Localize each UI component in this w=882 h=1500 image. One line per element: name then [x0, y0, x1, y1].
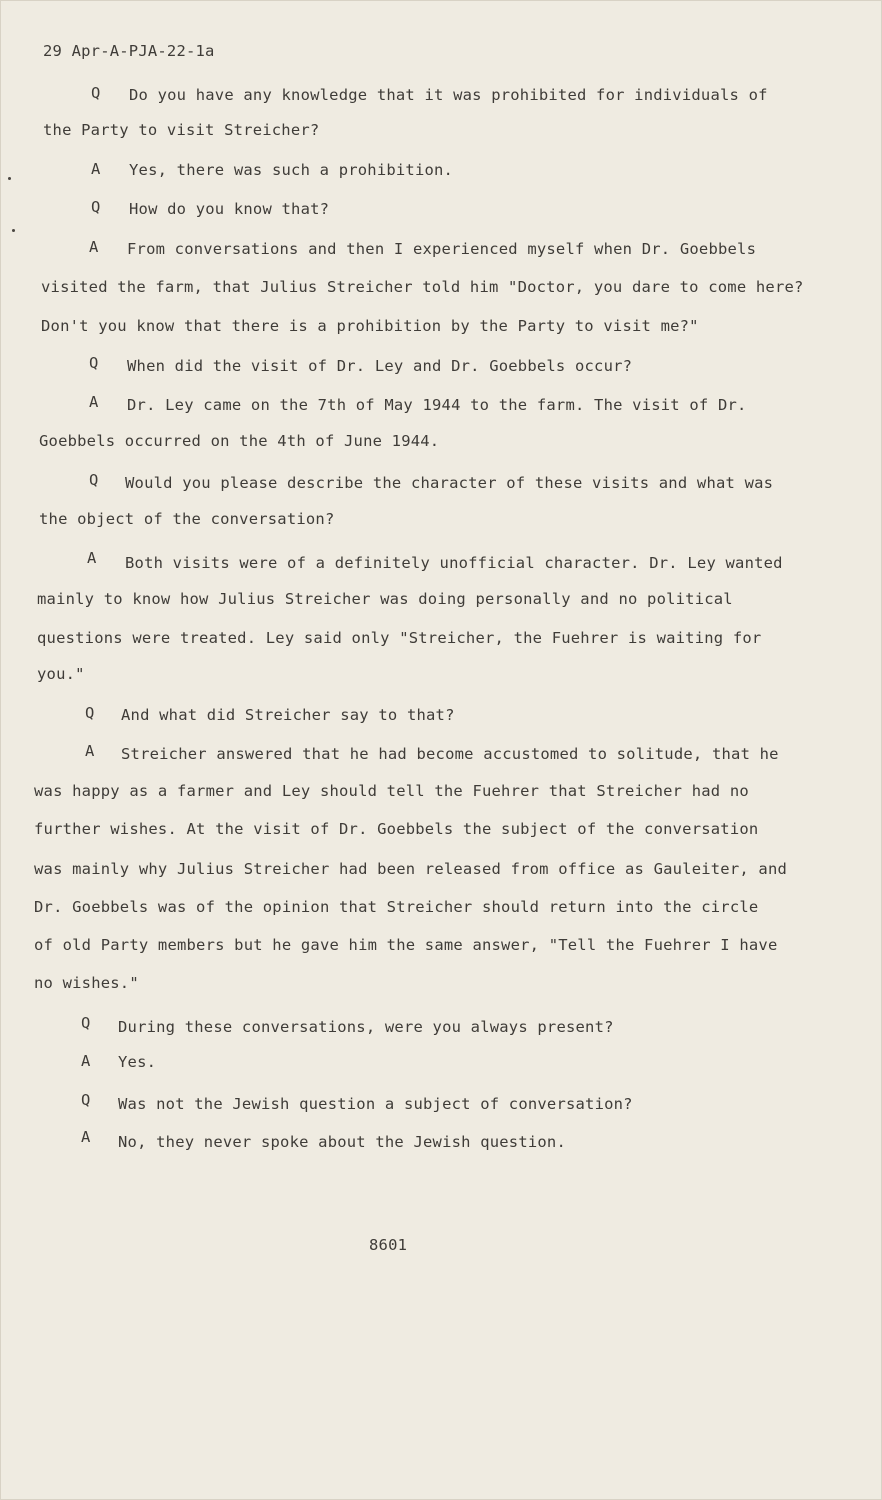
transcript-line: When did the visit of Dr. Ley and Dr. Goebbels occur?: [127, 357, 633, 375]
transcript-line: Do you have any knowledge that it was prohibited for individuals of: [129, 86, 768, 104]
transcript-line: No, they never spoke about the Jewish question.: [118, 1133, 566, 1151]
transcript-line: questions were treated. Ley said only "Streicher, the Fuehrer is waiting for: [37, 629, 762, 647]
transcript-line: Would you please describe the character of these visits and what was: [125, 474, 774, 492]
speaker-marker: A: [87, 549, 97, 567]
transcript-line: visited the farm, that Julius Streicher told him "Doctor, you dare to come here?: [41, 278, 804, 296]
transcript-line: And what did Streicher say to that?: [121, 706, 455, 724]
transcript-line: Both visits were of a definitely unofficial character. Dr. Ley wanted: [125, 554, 783, 572]
transcript-line: was happy as a farmer and Ley should tell the Fuehrer that Streicher had no: [34, 782, 749, 800]
transcript-answer: [1, 1, 881, 1499]
transcript-line: From conversations and then I experienced myself when Dr. Goebbels: [127, 240, 757, 258]
transcript-line: Dr. Ley came on the 7th of May 1944 to the farm. The visit of Dr.: [127, 396, 747, 414]
speaker-marker: Q: [89, 471, 99, 489]
speaker-marker: A: [91, 160, 101, 178]
speaker-marker: Q: [91, 198, 101, 216]
speaker-marker: A: [89, 393, 99, 411]
speaker-marker: Q: [81, 1014, 91, 1032]
transcript-line: Don't you know that there is a prohibition by the Party to visit me?": [41, 317, 699, 335]
page-number: 8601: [369, 1236, 408, 1254]
transcript-line: During these conversations, were you always present?: [118, 1018, 614, 1036]
transcript-line: the Party to visit Streicher?: [43, 121, 320, 139]
transcript-line: mainly to know how Julius Streicher was doing personally and no political: [37, 590, 733, 608]
transcript-line: Yes.: [118, 1053, 157, 1071]
speaker-marker: A: [81, 1128, 91, 1146]
transcript-line: Was not the Jewish question a subject of conversation?: [118, 1095, 633, 1113]
transcript-line: Dr. Goebbels was of the opinion that Streicher should return into the circle: [34, 898, 759, 916]
transcript-line: Yes, there was such a prohibition.: [129, 161, 454, 179]
speaker-marker: A: [81, 1052, 91, 1070]
transcript-line: Streicher answered that he had become accustomed to solitude, that he: [121, 745, 779, 763]
speaker-marker: Q: [91, 84, 101, 102]
speaker-marker: Q: [89, 354, 99, 372]
transcript-line: the object of the conversation?: [39, 510, 335, 528]
transcript-line: no wishes.": [34, 974, 139, 992]
transcript-line: further wishes. At the visit of Dr. Goebbels the subject of the conversation: [34, 820, 759, 838]
transcript-line: you.": [37, 665, 85, 683]
transcript-line: Goebbels occurred on the 4th of June 1944.: [39, 432, 440, 450]
document-header-id: 29 Apr-A-PJA-22-1a: [43, 42, 215, 60]
transcript-line: was mainly why Julius Streicher had been released from office as Gauleiter, and: [34, 860, 788, 878]
speaker-marker: A: [89, 238, 99, 256]
transcript-line: of old Party members but he gave him the same answer, "Tell the Fuehrer I have: [34, 936, 778, 954]
speaker-marker: Q: [81, 1091, 91, 1109]
transcript-line: How do you know that?: [129, 200, 330, 218]
speaker-marker: Q: [85, 704, 95, 722]
speaker-marker: A: [85, 742, 95, 760]
